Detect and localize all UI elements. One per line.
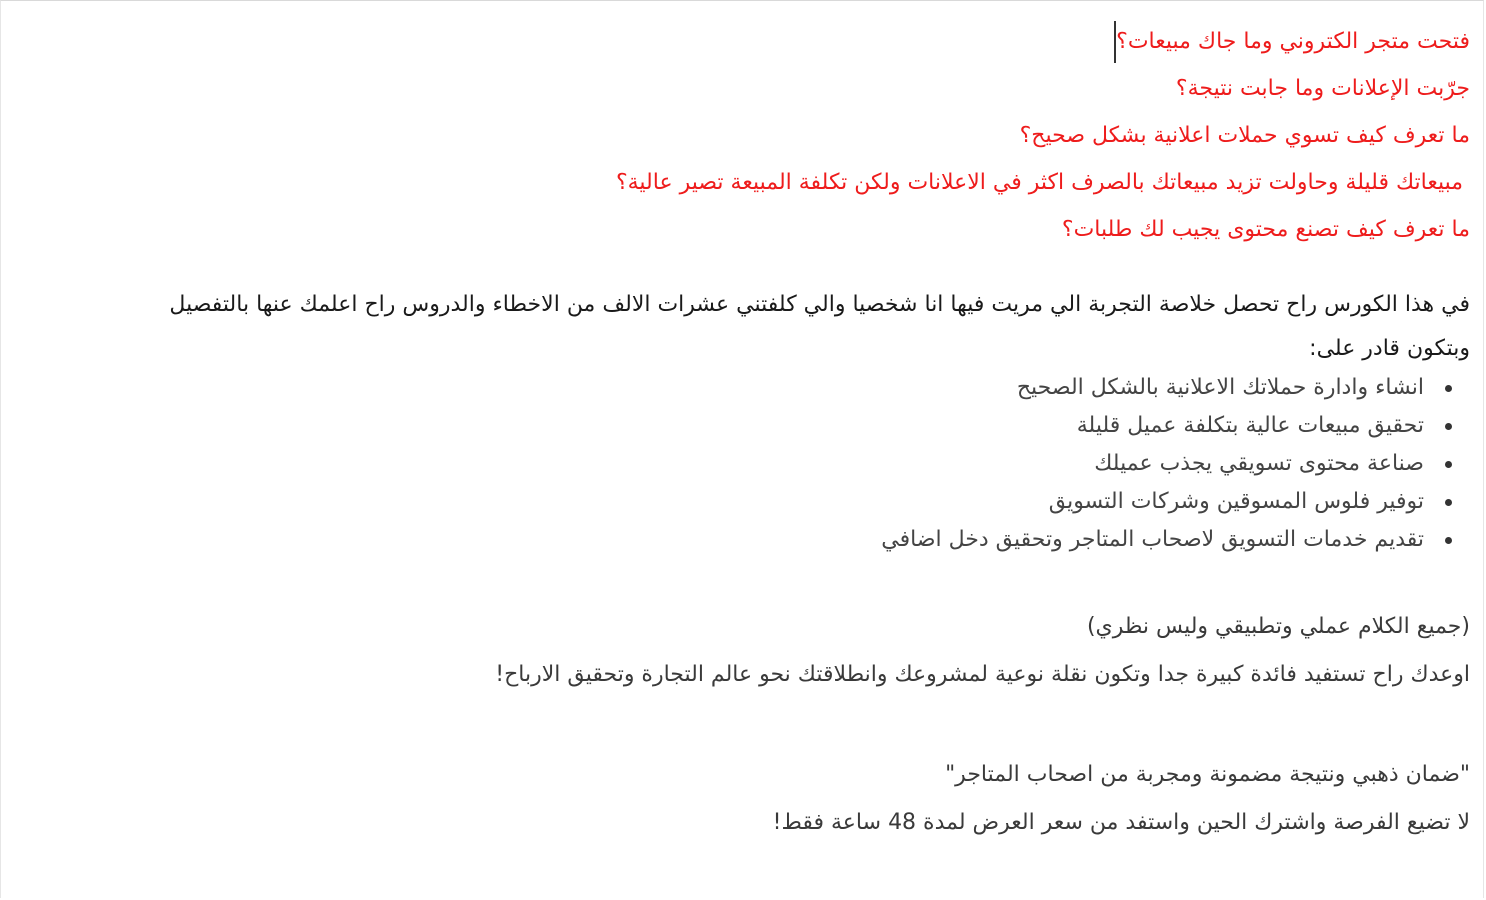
bullet-icon (1445, 461, 1452, 468)
list-item: انشاء وادارة حملاتك الاعلانية بالشكل الصحيح (30, 369, 1424, 407)
question-line: فتحت متجر الكتروني وما جاك مبيعات؟ (30, 18, 1470, 65)
list-item: صناعة محتوى تسويقي يجذب عميلك (30, 445, 1424, 483)
question-line: جرّبت الإعلانات وما جابت نتيجة؟ (1175, 76, 1470, 101)
question-line: مبيعاتك قليلة وحاولت تزيد مبيعاتك بالصرف اكثر في الاعلانات ولكن تكلفة المبيعة تصير عالية؟ (615, 170, 1470, 195)
intro-lead: وبتكون قادر على: (1309, 336, 1470, 361)
bullet-icon (1445, 385, 1452, 392)
bullet-icon (1445, 537, 1452, 544)
promise-paragraph: اوعدك راح تستفيد فائدة كبيرة جدا وتكون نقلة نوعية لمشروعك وانطلاقتك نحو عالم التجارة وتحقيق الارباح! (495, 662, 1470, 687)
spacer (30, 559, 1470, 603)
bullet-icon (1445, 423, 1452, 430)
intro-paragraph: في هذا الكورس راح تحصل خلاصة التجربة الي مريت فيها انا شخصيا والي كلفتني عشرات الالف من الاخطاء والدروس راح اعلمك عنها بالتفصيل (169, 292, 1470, 317)
list-item: توفير فلوس المسوقين وشركات التسويق (30, 483, 1424, 521)
list-item: تقديم خدمات التسويق لاصحاب المتاجر وتحقيق دخل اضافي (30, 521, 1424, 559)
questions-block (30, 18, 1470, 253)
rich-text-editor[interactable] (30, 18, 1470, 847)
spacer (30, 699, 1470, 751)
benefits-list (30, 369, 1470, 559)
bullet-icon (1445, 499, 1452, 506)
question-line: ما تعرف كيف تسوي حملات اعلانية بشكل صحيح؟ (1019, 123, 1470, 148)
practical-note: (جميع الكلام عملي وتطبيقي وليس نظري) (1086, 614, 1470, 639)
list-item: تحقيق مبيعات عالية بتكلفة عميل قليلة (30, 407, 1424, 445)
call-to-action: لا تضيع الفرصة واشترك الحين واستفد من سعر العرض لمدة 48 ساعة فقط! (772, 810, 1470, 835)
question-line: ما تعرف كيف تصنع محتوى يجيب لك طلبات؟ (1061, 217, 1470, 242)
guarantee-title: "ضمان ذهبي ونتيجة مضمونة ومجربة من اصحاب المتاجر" (945, 762, 1470, 787)
